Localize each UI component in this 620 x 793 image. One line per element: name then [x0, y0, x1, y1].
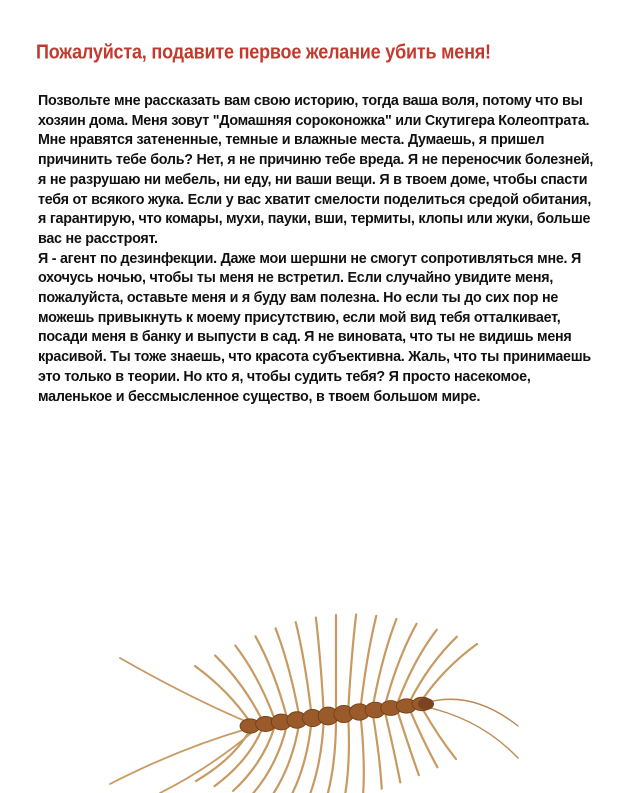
centipede-icon — [100, 608, 520, 793]
centipede-leg — [195, 666, 250, 722]
story-text — [38, 92, 594, 407]
centipede-leg — [410, 637, 457, 702]
centipede-leg — [345, 717, 349, 793]
centipede-leg — [361, 716, 364, 793]
centipede-leg — [361, 616, 377, 708]
centipede-leg — [422, 644, 477, 700]
centipede-leg — [296, 622, 312, 714]
centipede-leg — [120, 658, 252, 724]
centipede-leg — [276, 628, 300, 715]
centipede-leg — [373, 619, 397, 706]
centipede-leg — [252, 725, 287, 793]
centipede-leg — [348, 614, 356, 709]
centipede-leg — [385, 713, 400, 783]
centipede-leg — [316, 618, 324, 713]
story-paragraph: Я - агент по дезинфекции. Даже мои шершни не смогут сопротивляться мне. Я охочусь ночью, чтобы ты меня не встретил. Если случайно увидите меня, пожалуйста, оставьте меня и я буду вам полезна. Но если ты до сих пор не можешь привыкнуть к моему присутствию, если мой вид тебя отталкивает, посади меня в банку и выпусти в сад. Я не виновата, что ты не видишь меня красивой. Ты тоже знаешь, что красота субъективна. Жаль, что ты принимаешь это только в теории. Но кто я, чтобы судить тебя? Я просто насекомое, маленькое и бессмысленное существо, в твоем большом мире. — [38, 250, 591, 405]
headline: Пожалуйста, подавите первое желание убить меня! — [36, 40, 491, 64]
centipede-leg — [326, 719, 336, 793]
story-paragraph: Позвольте мне рассказать вам свою историю, тогда ваша воля, потому что вы хозяин дома. Меня зовут "Домашняя сороконожка" или Скутигера Колеоптрата. Мне нравятся затененные, темные и влажные места. Думаешь, я пришел причинить тебе боль? Нет, я не причиню тебе вреда. Я не переносчик болезней, я не разрушаю ни мебель, ни еду, ни ваши вещи. Я в твоем доме, чтобы спасти тебя от всякого жука. Если у вас хватит смелости поделиться средой обитания, я гарантирую, что комары, мухи, пауки, вши, термиты, клопы или жуки, больше вас не расстроят. — [38, 93, 594, 247]
centipede-leg — [373, 714, 382, 788]
centipede-leg — [233, 727, 274, 791]
centipede-head — [418, 698, 434, 710]
centipede-leg — [422, 708, 456, 759]
centipede-leg — [289, 722, 312, 793]
